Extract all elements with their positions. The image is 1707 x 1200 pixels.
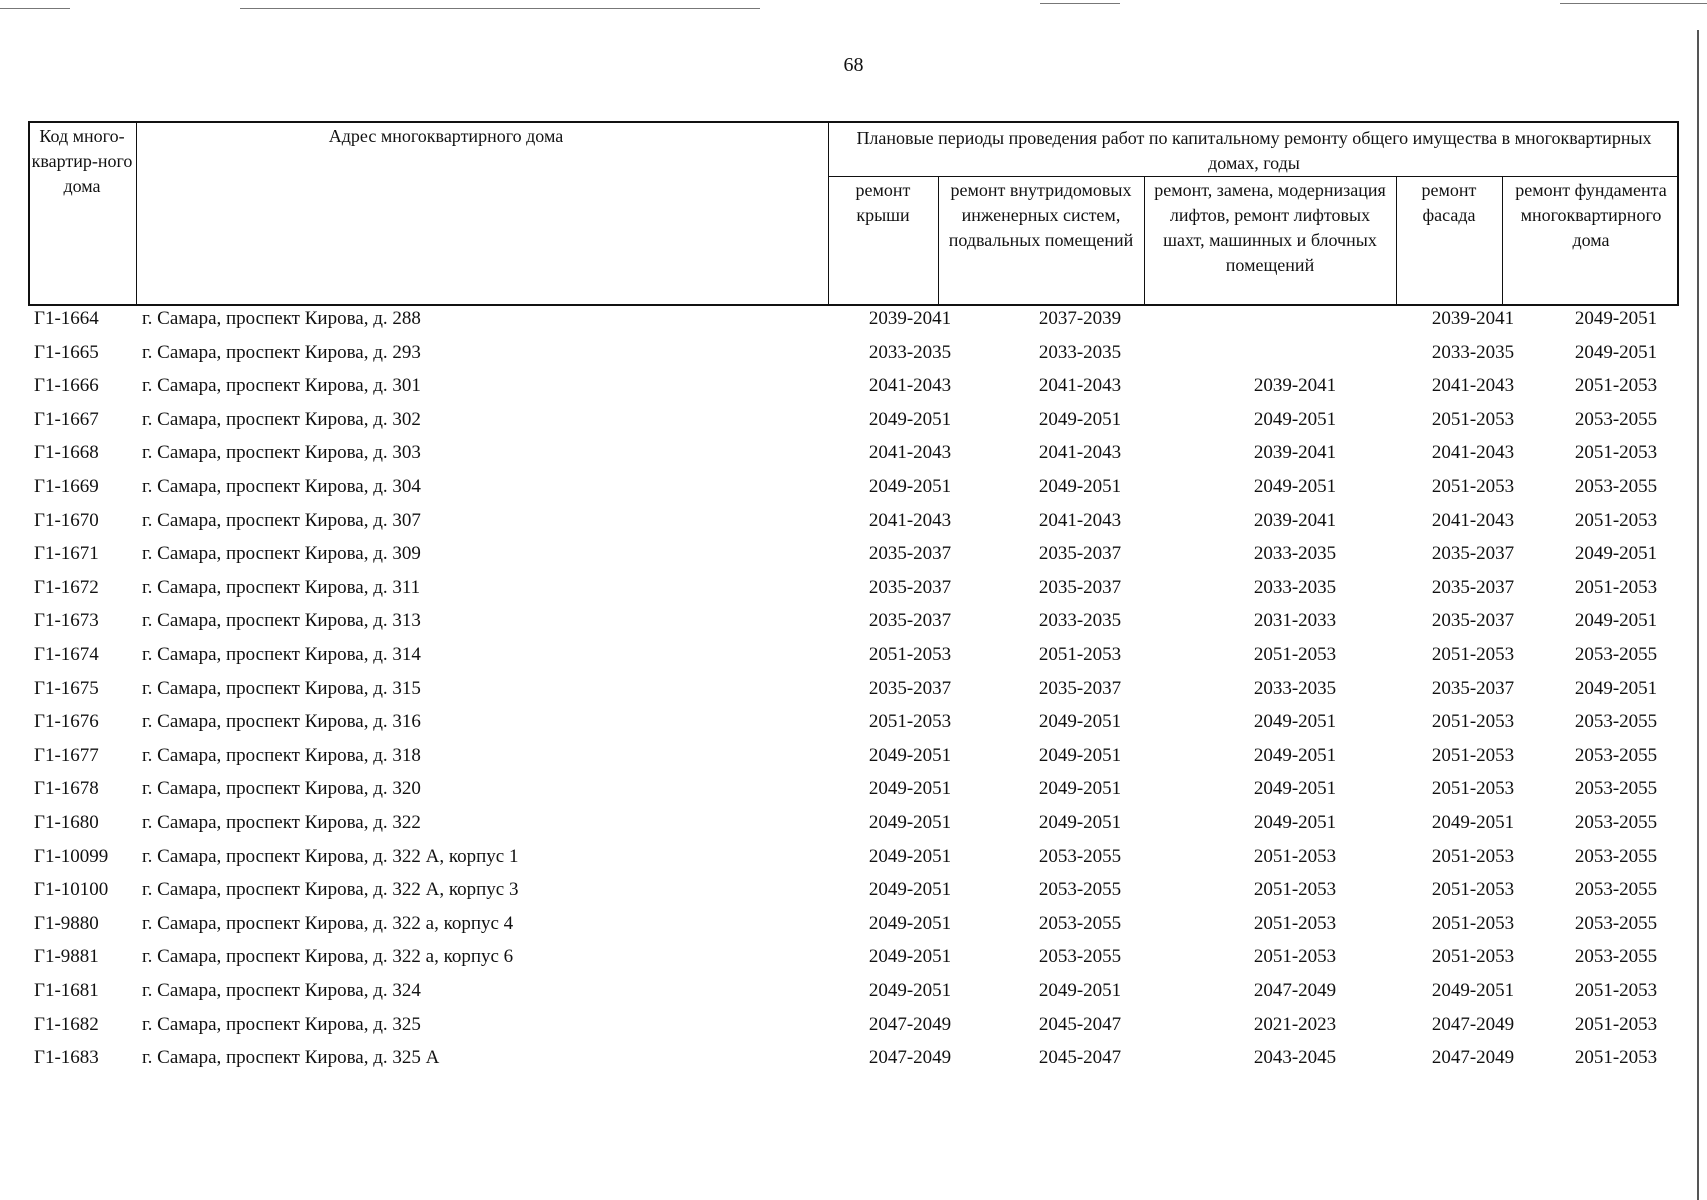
cell-facade: 2049-2051 [1431,812,1515,833]
cell-lifts: 2051-2053 [1253,879,1337,901]
cell-foundation: 2053-2055 [1574,476,1658,497]
table-row [28,913,1679,947]
cell-roof: 2033-2035 [868,341,952,363]
cell-lifts: 2051-2053 [1253,845,1337,867]
cell-facade: 2041-2043 [1431,509,1515,531]
table-row [28,1047,1679,1081]
cell-foundation: 2049-2051 [1574,677,1658,699]
header-foundation: ремонт фундамента многоквартирного дома [1515,180,1667,250]
table-row [28,745,1679,779]
cell-lifts: 2049-2051 [1253,812,1337,833]
cell-address: г. Самара, проспект Кирова, д. 325 А [142,1047,440,1069]
cell-lifts: 2051-2053 [1253,946,1337,968]
table-row [28,510,1679,544]
cell-lifts: 2043-2045 [1253,1047,1337,1069]
cell-roof: 2049-2051 [868,912,952,934]
table-row [28,644,1679,678]
cell-roof: 2041-2043 [868,375,952,397]
cell-code: Г1-1669 [34,476,99,497]
cell-foundation: 2049-2051 [1574,543,1658,565]
cell-foundation: 2051-2053 [1574,375,1658,397]
cell-address: г. Самара, проспект Кирова, д. 304 [142,476,421,497]
cell-foundation: 2053-2055 [1574,812,1658,833]
cell-roof: 2035-2037 [868,610,952,632]
cell-engineering: 2033-2035 [1038,610,1122,632]
cell-roof: 2049-2051 [868,778,952,800]
cell-facade: 2051-2053 [1431,744,1515,766]
column-divider [1144,176,1145,306]
cell-address: г. Самара, проспект Кирова, д. 313 [142,610,421,632]
cell-address: г. Самара, проспект Кирова, д. 322 а, корпус 6 [142,946,514,968]
cell-code: Г1-10099 [34,845,109,867]
cell-code: Г1-1681 [34,980,99,1001]
cell-address: г. Самара, проспект Кирова, д. 288 [142,308,421,329]
cell-engineering: 2041-2043 [1038,375,1122,397]
cell-code: Г1-1683 [34,1047,99,1069]
cell-code: Г1-1674 [34,644,99,665]
cell-engineering: 2049-2051 [1038,711,1122,733]
table-row [28,342,1679,376]
cell-code: Г1-1676 [34,711,99,733]
cell-lifts: 2049-2051 [1253,744,1337,766]
cell-facade: 2051-2053 [1431,644,1515,665]
cell-address: г. Самара, проспект Кирова, д. 311 [142,576,421,598]
cell-roof: 2049-2051 [868,408,952,430]
cell-code: Г1-1666 [34,375,99,397]
cell-foundation: 2049-2051 [1574,610,1658,632]
table-row [28,442,1679,476]
cell-address: г. Самара, проспект Кирова, д. 307 [142,509,421,531]
scan-artifact-line [0,8,70,9]
table-row [28,678,1679,712]
cell-engineering: 2049-2051 [1038,408,1122,430]
cell-address: г. Самара, проспект Кирова, д. 303 [142,442,421,464]
cell-code: Г1-1664 [34,308,99,329]
cell-foundation: 2051-2053 [1574,509,1658,531]
header-facade: ремонт фасада [1421,180,1477,225]
cell-roof: 2035-2037 [868,576,952,598]
cell-address: г. Самара, проспект Кирова, д. 322 А, корпус 3 [142,879,519,901]
cell-engineering: 2035-2037 [1038,576,1122,598]
cell-facade: 2051-2053 [1431,711,1515,733]
cell-foundation: 2053-2055 [1574,912,1658,934]
cell-address: г. Самара, проспект Кирова, д. 309 [142,543,421,565]
table-row [28,846,1679,880]
table-row [28,778,1679,812]
cell-lifts: 2049-2051 [1253,476,1337,497]
cell-roof: 2039-2041 [868,308,952,329]
cell-lifts: 2039-2041 [1253,509,1337,531]
cell-facade: 2051-2053 [1431,946,1515,968]
cell-code: Г1-1665 [34,341,99,363]
cell-roof: 2049-2051 [868,980,952,1001]
cell-engineering: 2053-2055 [1038,879,1122,901]
cell-engineering: 2045-2047 [1038,1047,1122,1069]
table-row [28,980,1679,1014]
cell-roof: 2049-2051 [868,812,952,833]
header-address: Адрес многоквартирного дома [328,126,564,146]
cell-address: г. Самара, проспект Кирова, д. 322 [142,812,421,833]
cell-foundation: 2053-2055 [1574,644,1658,665]
cell-code: Г1-1667 [34,408,99,430]
cell-foundation: 2051-2053 [1574,1013,1658,1035]
scan-artifact-line [1040,3,1120,4]
cell-code: Г1-9881 [34,946,99,968]
cell-lifts: 2033-2035 [1253,576,1337,598]
cell-address: г. Самара, проспект Кирова, д. 316 [142,711,421,733]
cell-facade: 2051-2053 [1431,778,1515,800]
cell-roof: 2041-2043 [868,442,952,464]
cell-lifts: 2031-2033 [1253,610,1337,632]
cell-code: Г1-1671 [34,543,99,565]
header-periods-group: Плановые периоды проведения работ по капитальному ремонту общего имущества в многоквартирных домах, годы [856,128,1652,173]
cell-lifts: 2047-2049 [1253,980,1337,1001]
cell-engineering: 2035-2037 [1038,677,1122,699]
cell-code: Г1-1672 [34,576,99,598]
cell-foundation: 2053-2055 [1574,408,1658,430]
cell-engineering: 2037-2039 [1038,308,1122,329]
cell-roof: 2035-2037 [868,677,952,699]
table-row [28,409,1679,443]
cell-code: Г1-1680 [34,812,99,833]
cell-facade: 2041-2043 [1431,442,1515,464]
table-row [28,308,1679,342]
cell-lifts: 2051-2053 [1253,644,1337,665]
cell-foundation: 2053-2055 [1574,946,1658,968]
cell-roof: 2051-2053 [868,711,952,733]
cell-roof: 2049-2051 [868,879,952,901]
cell-lifts: 2049-2051 [1253,778,1337,800]
cell-facade: 2041-2043 [1431,375,1515,397]
cell-engineering: 2051-2053 [1038,644,1122,665]
table-row [28,610,1679,644]
cell-engineering: 2045-2047 [1038,1013,1122,1035]
cell-lifts: 2039-2041 [1253,442,1337,464]
cell-facade: 2051-2053 [1431,879,1515,901]
cell-facade: 2049-2051 [1431,980,1515,1001]
cell-facade: 2039-2041 [1431,308,1515,329]
cell-engineering: 2033-2035 [1038,341,1122,363]
cell-address: г. Самара, проспект Кирова, д. 320 [142,778,421,800]
cell-foundation: 2049-2051 [1574,308,1658,329]
cell-facade: 2047-2049 [1431,1013,1515,1035]
cell-lifts: 2033-2035 [1253,543,1337,565]
cell-address: г. Самара, проспект Кирова, д. 302 [142,408,421,430]
cell-foundation: 2049-2051 [1574,341,1658,363]
cell-code: Г1-1673 [34,610,99,632]
cell-facade: 2051-2053 [1431,408,1515,430]
cell-foundation: 2053-2055 [1574,744,1658,766]
header-lifts: ремонт, замена, модернизация лифтов, ремонт лифтовых шахт, машинных и блочных помещений [1154,180,1386,275]
cell-roof: 2049-2051 [868,744,952,766]
cell-foundation: 2053-2055 [1574,778,1658,800]
cell-engineering: 2053-2055 [1038,912,1122,934]
cell-roof: 2049-2051 [868,476,952,497]
cell-facade: 2035-2037 [1431,610,1515,632]
cell-code: Г1-1670 [34,509,99,531]
table-row [28,375,1679,409]
table-row [28,812,1679,846]
cell-engineering: 2041-2043 [1038,442,1122,464]
cell-code: Г1-1678 [34,778,99,800]
cell-address: г. Самара, проспект Кирова, д. 322 А, корпус 1 [142,845,519,867]
cell-code: Г1-9880 [34,912,99,934]
cell-foundation: 2051-2053 [1574,1047,1658,1069]
cell-engineering: 2049-2051 [1038,744,1122,766]
header-code: Код много-квартир-ного дома [31,126,133,196]
cell-lifts: 2049-2051 [1253,711,1337,733]
cell-address: г. Самара, проспект Кирова, д. 293 [142,341,421,363]
cell-address: г. Самара, проспект Кирова, д. 324 [142,980,421,1001]
table-row [28,879,1679,913]
cell-roof: 2047-2049 [868,1047,952,1069]
cell-engineering: 2041-2043 [1038,509,1122,531]
cell-facade: 2035-2037 [1431,576,1515,598]
table-row [28,476,1679,510]
cell-facade: 2051-2053 [1431,912,1515,934]
cell-engineering: 2049-2051 [1038,778,1122,800]
cell-foundation: 2053-2055 [1574,845,1658,867]
cell-address: г. Самара, проспект Кирова, д. 315 [142,677,421,699]
cell-facade: 2033-2035 [1431,341,1515,363]
cell-roof: 2047-2049 [868,1013,952,1035]
cell-roof: 2041-2043 [868,509,952,531]
scan-artifact-line [240,8,760,9]
cell-code: Г1-1682 [34,1013,99,1035]
cell-facade: 2047-2049 [1431,1047,1515,1069]
cell-address: г. Самара, проспект Кирова, д. 322 а, корпус 4 [142,912,514,934]
table-row [28,543,1679,577]
cell-lifts: 2033-2035 [1253,677,1337,699]
cell-engineering: 2053-2055 [1038,845,1122,867]
cell-lifts: 2021-2023 [1253,1013,1337,1035]
cell-foundation: 2051-2053 [1574,980,1658,1001]
cell-roof: 2049-2051 [868,845,952,867]
group-header-divider [828,176,1679,177]
cell-facade: 2051-2053 [1431,845,1515,867]
cell-address: г. Самара, проспект Кирова, д. 318 [142,744,421,766]
cell-roof: 2035-2037 [868,543,952,565]
cell-facade: 2051-2053 [1431,476,1515,497]
header-engineering: ремонт внутридомовых инженерных систем, подвальных помещений [948,180,1134,250]
table-row [28,1014,1679,1048]
page-number: 68 [843,54,864,76]
cell-foundation: 2051-2053 [1574,442,1658,464]
table-row [28,577,1679,611]
cell-roof: 2049-2051 [868,946,952,968]
header-roof: ремонт крыши [855,180,911,225]
scan-artifact-line [1560,3,1707,4]
cell-engineering: 2035-2037 [1038,543,1122,565]
cell-address: г. Самара, проспект Кирова, д. 301 [142,375,421,397]
cell-address: г. Самара, проспект Кирова, д. 325 [142,1013,421,1035]
cell-engineering: 2049-2051 [1038,980,1122,1001]
cell-roof: 2051-2053 [868,644,952,665]
cell-lifts: 2049-2051 [1253,408,1337,430]
table-row [28,946,1679,980]
cell-lifts: 2051-2053 [1253,912,1337,934]
cell-address: г. Самара, проспект Кирова, д. 314 [142,644,421,665]
cell-code: Г1-1668 [34,442,99,464]
cell-engineering: 2049-2051 [1038,476,1122,497]
cell-code: Г1-1675 [34,677,99,699]
cell-facade: 2035-2037 [1431,543,1515,565]
cell-code: Г1-10100 [34,879,109,901]
cell-foundation: 2051-2053 [1574,576,1658,598]
table-row [28,711,1679,745]
cell-lifts: 2039-2041 [1253,375,1337,397]
cell-engineering: 2053-2055 [1038,946,1122,968]
cell-engineering: 2049-2051 [1038,812,1122,833]
cell-foundation: 2053-2055 [1574,879,1658,901]
cell-code: Г1-1677 [34,744,99,766]
cell-foundation: 2053-2055 [1574,711,1658,733]
cell-facade: 2035-2037 [1431,677,1515,699]
